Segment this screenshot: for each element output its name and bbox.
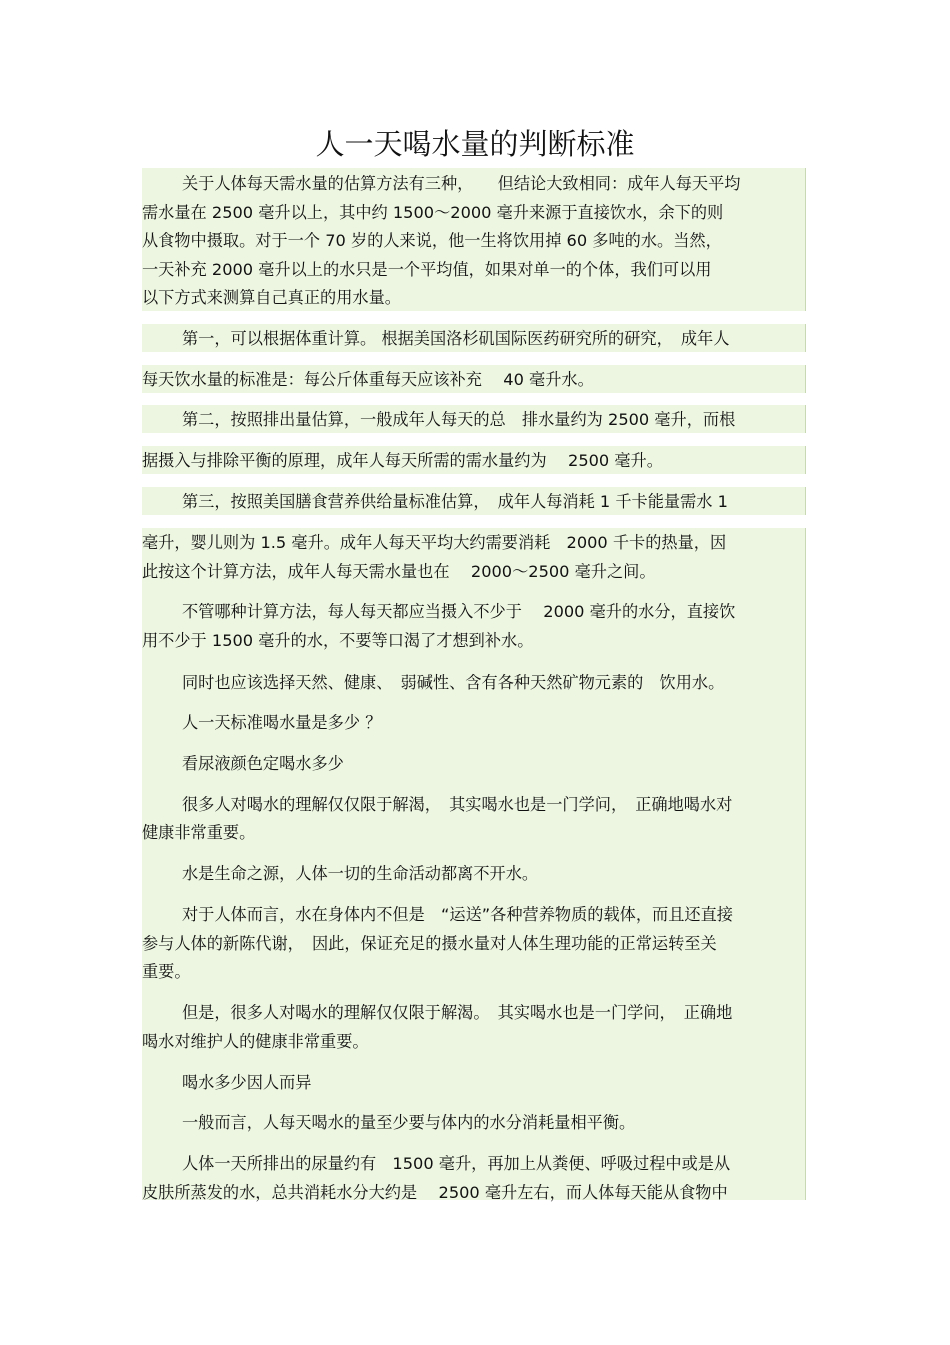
paragraph-line: 一般而言，人每天喝水的量至少要与体内的水分消耗量相平衡。 — [182, 1113, 636, 1132]
paragraph-line: 喝水多少因人而异 — [182, 1073, 312, 1092]
paragraph-line: 不管哪种计算方法，每人每天都应当摄入不少于 2000 毫升的水分，直接饮 — [182, 602, 736, 621]
paragraph-line: 以下方式来测算自己真正的用水量。 — [142, 288, 401, 307]
paragraph-line: 重要。 — [142, 962, 191, 981]
paragraph-line: 第三，按照美国膳食营养供给量标准估算， 成年人每消耗 1 千卡能量需水 1 — [182, 492, 728, 511]
paragraph-line: 此按这个计算方法，成年人每天需水量也在 2000～2500 毫升之间。 — [142, 562, 656, 581]
paragraph-line: 人体一天所排出的尿量约有 1500 毫升，再加上从粪便、呼吸过程中或是从 — [182, 1154, 731, 1173]
paragraph-line: 同时也应该选择天然、健康、 弱碱性、含有各种天然矿物元素的 饮用水。 — [182, 673, 725, 692]
paragraph-line: 喝水对维护人的健康非常重要。 — [142, 1032, 369, 1051]
paragraph-line: 看尿液颜色定喝水多少 — [182, 754, 344, 773]
paragraph-line: 健康非常重要。 — [142, 823, 256, 842]
paragraph-line: 很多人对喝水的理解仅仅限于解渴， 其实喝水也是一门学问， 正确地喝水对 — [182, 795, 733, 814]
paragraph-line: 关于人体每天需水量的估算方法有三种， 但结论大致相同：成年人每天平均 — [182, 174, 741, 193]
paragraph-line: 第二，按照排出量估算，一般成年人每天的总 排水量约为 2500 毫升，而根 — [182, 410, 736, 429]
paragraph-line: 从食物中摄取。对于一个 70 岁的人来说，他一生将饮用掉 60 多吨的水。当然， — [142, 231, 722, 250]
paragraph-line: 第一，可以根据体重计算。 根据美国洛杉矶国际医药研究所的研究， 成年人 — [182, 329, 730, 348]
paragraph-line: 人一天标准喝水量是多少 ？ — [182, 713, 382, 732]
paragraph-line: 但是，很多人对喝水的理解仅仅限于解渴。 其实喝水也是一门学问， 正确地 — [182, 1003, 733, 1022]
paragraph-line: 皮肤所蒸发的水，总共消耗水分大约是 2500 毫升左右，而人体每天能从食物中 — [142, 1183, 728, 1202]
document-title: 人一天喝水量的判断标准 — [315, 127, 635, 161]
paragraph-line: 参与人体的新陈代谢， 因此，保证充足的摄水量对人体生理功能的正常运转至关 — [142, 934, 717, 953]
paragraph-line: 需水量在 2500 毫升以上，其中约 1500～2000 毫升来源于直接饮水，余下的则 — [142, 203, 724, 222]
paragraph-line: 每天饮水量的标准是：每公斤体重每天应该补充 40 毫升水。 — [142, 370, 594, 389]
paragraph-line: 用不少于 1500 毫升的水，不要等口渴了才想到补水。 — [142, 631, 534, 650]
paragraph-line: 据摄入与排除平衡的原理，成年人每天所需的需水量约为 2500 毫升。 — [142, 451, 663, 470]
paragraph-line: 水是生命之源，人体一切的生命活动都离不开水。 — [182, 864, 539, 883]
paragraph-line: 对于人体而言，水在身体内不但是 “运送”各种营养物质的载体，而且还直接 — [182, 905, 733, 924]
paragraph-line: 毫升，婴儿则为 1.5 毫升。成年人每天平均大约需要消耗 2000 千卡的热量，因 — [142, 533, 727, 552]
paragraph-line: 一天补充 2000 毫升以上的水只是一个平均值，如果对单一的个体，我们可以用 — [142, 260, 712, 279]
